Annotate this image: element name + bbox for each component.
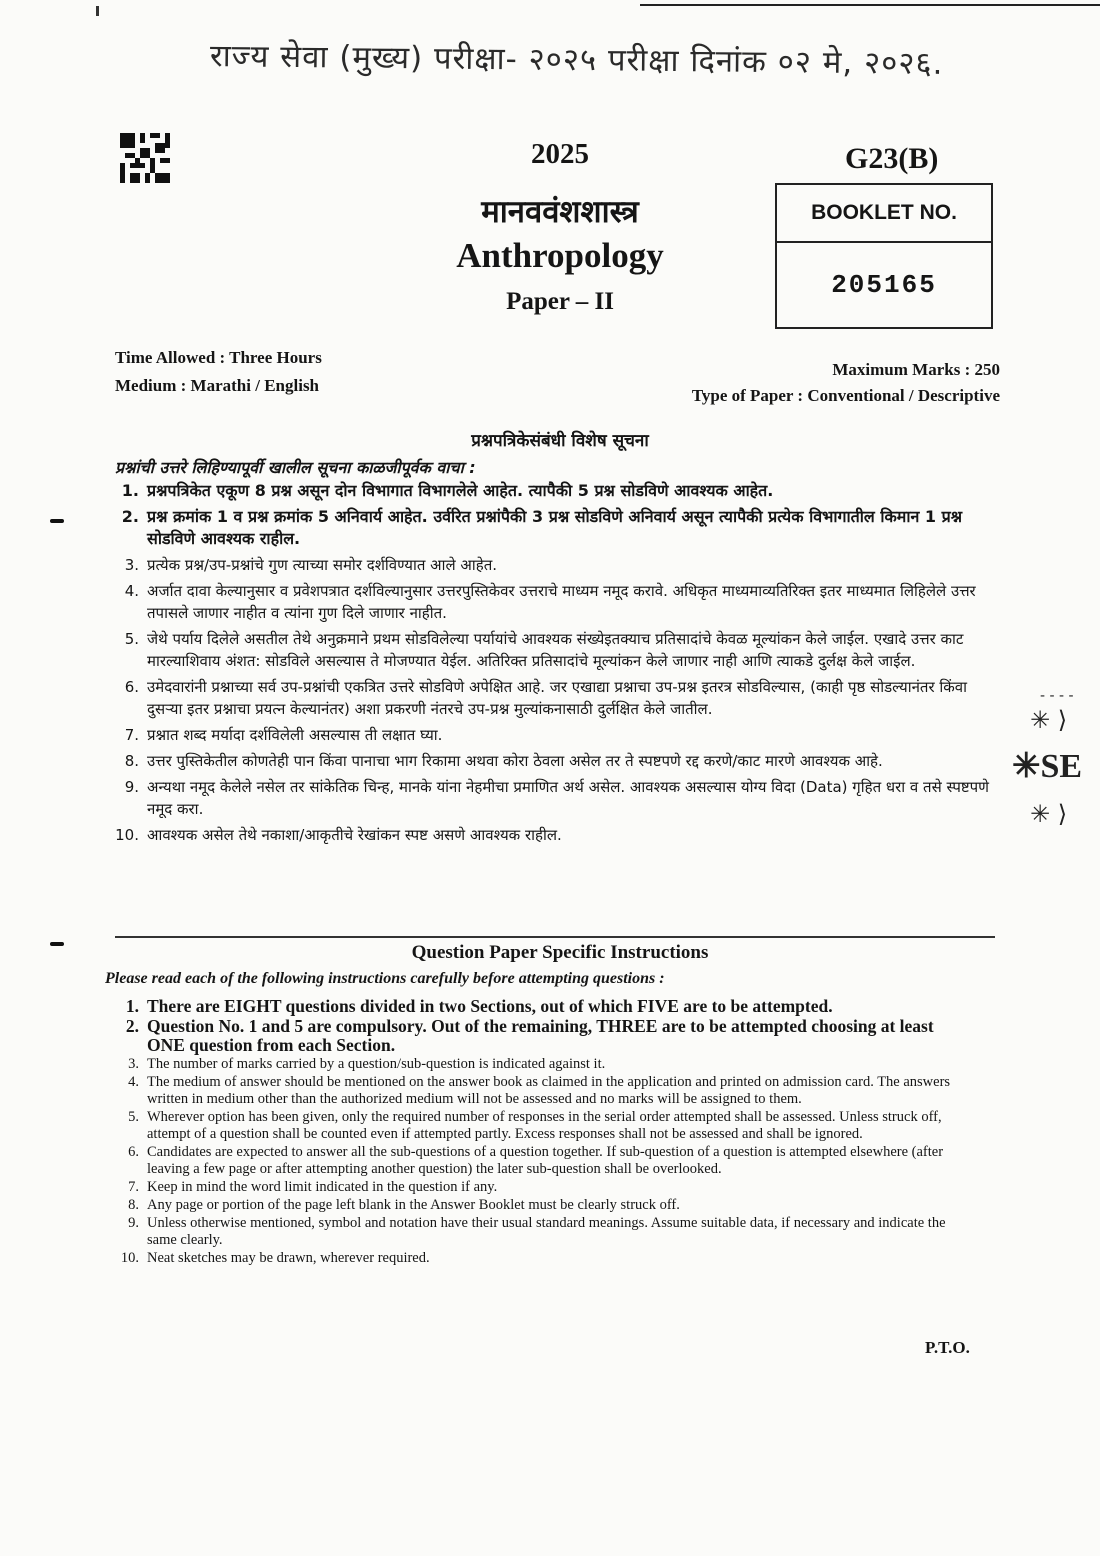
maximum-marks: Maximum Marks : 250 bbox=[832, 360, 1000, 379]
instruction-item bbox=[115, 1017, 970, 1055]
instruction-text: आवश्यक असेल तेथे नकाशा/आकृतीचे रेखांकन स्पष्ट असणे आवश्यक राहील. bbox=[147, 826, 562, 844]
instruction-number: 2. bbox=[125, 1016, 139, 1036]
instruction-number: 3. bbox=[124, 556, 139, 574]
scan-edge-line bbox=[640, 4, 1100, 6]
instruction-text: अर्जात दावा केल्यानुसार व प्रवेशपत्रात दर्शविल्यानुसार उत्तरपुस्तिकेवर उत्तराचे माध्यम नमूद करावे. अधिकृत माध्यमाव्यतिरिक्त इतर माध्यमात लिहिलेले उत्तर तपासले जाणार नाहीत व त्यांना गुण दिले जाणार नाहीत. bbox=[147, 582, 976, 622]
instruction-number: 5. bbox=[124, 630, 139, 648]
instruction-number: 4. bbox=[128, 1074, 139, 1090]
instruction-text: Question No. 1 and 5 are compulsory. Out of the remaining, THREE are to be attempted choosing at least ONE question from each Section. bbox=[147, 1016, 934, 1055]
instruction-item bbox=[115, 1074, 970, 1108]
subject-marathi: मानववंशशास्त्र bbox=[481, 194, 639, 230]
marathi-instructions-intro: प्रश्नांची उत्तरे लिहिण्यापूर्वी खालील सूचना काळजीपूर्वक वाचा : bbox=[115, 458, 476, 477]
instruction-item bbox=[115, 676, 995, 720]
please-turn-over: P.T.O. bbox=[925, 1338, 970, 1357]
instruction-number: 1. bbox=[125, 996, 139, 1016]
booklet-number: 205165 bbox=[831, 270, 937, 300]
margin-fragment-se: ✳SE bbox=[1012, 748, 1083, 785]
paper-number: Paper – II bbox=[506, 288, 614, 315]
marathi-instructions-list bbox=[115, 480, 995, 850]
instruction-item bbox=[115, 1250, 970, 1267]
medium: Medium : Marathi / English bbox=[115, 376, 320, 395]
instruction-text: उमेदवारांनी प्रश्नाच्या सर्व उप-प्रश्नांची एकत्रित उत्तरे सोडविणे अपेक्षित आहे. जर एखाद्या प्रश्नाचा उप-प्रश्न इतरत्र सोडविल्यास, (काही पृष्ठ सोडल्यानंतर किंवा दुसऱ्या इतर प्रश्नाचा प्रयत्न केल्यानंतर) अशा प्रकरणी नंतरचे उप-प्रश्न मुल्यांकनासाठी दुर्लक्षित केले जातील. bbox=[147, 678, 967, 718]
instruction-item bbox=[115, 1144, 970, 1178]
margin-star-icon: ✳ ⟩ bbox=[1030, 800, 1068, 828]
instruction-item bbox=[115, 1109, 970, 1143]
paper-code: G23(B) bbox=[845, 142, 939, 175]
instruction-item bbox=[115, 1056, 970, 1073]
instruction-item bbox=[115, 554, 995, 576]
instruction-number: 6. bbox=[128, 1144, 139, 1160]
instruction-number: 10. bbox=[115, 826, 139, 844]
english-instructions-list bbox=[115, 997, 970, 1268]
instruction-text: The medium of answer should be mentioned on the answer book as claimed in the application and printed on admission card. The answers written in medium other than the authorized medium will not be assessed and no marks will be assigned to them. bbox=[147, 1074, 951, 1107]
section-divider bbox=[115, 936, 995, 938]
scan-mark bbox=[50, 942, 64, 946]
instruction-item bbox=[115, 580, 995, 624]
instruction-number: 9. bbox=[128, 1215, 139, 1231]
instruction-number: 7. bbox=[128, 1179, 139, 1195]
instruction-item bbox=[115, 776, 995, 820]
subject-english: Anthropology bbox=[456, 236, 664, 275]
instruction-text: उत्तर पुस्तिकेतील कोणतेही पान किंवा पानाचा भाग रिकामा अथवा कोरा ठेवला असेल तर ते स्पष्टपणे रद्द करणे/काट मारणे आवश्यक आहे. bbox=[147, 752, 883, 770]
exam-year: 2025 bbox=[531, 138, 589, 170]
instruction-item bbox=[115, 724, 995, 746]
paper-type: Type of Paper : Conventional / Descriptive bbox=[691, 386, 1000, 405]
instruction-text: प्रश्न क्रमांक 1 व प्रश्न क्रमांक 5 अनिवार्य आहेत. उर्वरित प्रश्नांपैकी 3 प्रश्न सोडविणे अनिवार्य असून त्यापैकी प्रत्येक विभागातील किमान 1 प्रश्न सोडविणे आवश्यक राहील. bbox=[147, 507, 963, 548]
booklet-box bbox=[775, 183, 993, 329]
instruction-number: 1. bbox=[121, 481, 139, 500]
instruction-number: 6. bbox=[124, 678, 139, 696]
marathi-instructions-heading: प्रश्नपत्रिकेसंबंधी विशेष सूचना bbox=[471, 431, 649, 451]
instruction-item bbox=[115, 997, 970, 1016]
instruction-text: अन्यथा नमूद केलेले नसेल तर सांकेतिक चिन्ह, मानके यांना नेहमीचा प्रमाणित अर्थ असेल. आवश्यक असल्यास योग्य विदा (Data) गृहित धरा व तसे स्पष्टपणे नमूद करा. bbox=[147, 778, 989, 818]
margin-dashes: - - - - bbox=[1040, 688, 1074, 704]
time-allowed: Time Allowed : Three Hours bbox=[115, 348, 322, 367]
instruction-number: 4. bbox=[124, 582, 139, 600]
instruction-text: Any page or portion of the page left blank in the Answer Booklet must be clearly struck off. bbox=[147, 1197, 680, 1213]
instruction-number: 8. bbox=[124, 752, 139, 770]
instruction-text: Keep in mind the word limit indicated in the question if any. bbox=[147, 1179, 498, 1195]
instruction-text: Wherever option has been given, only the required number of responses in the serial order attempted shall be assessed. Unless struck off, attempt of a question shall be counted even if attempted partly. Excess responses shall not be assessed and shall be ignored. bbox=[147, 1109, 942, 1142]
instruction-number: 9. bbox=[124, 778, 139, 796]
instruction-item bbox=[115, 506, 995, 550]
margin-star-icon: ✳ ⟩ bbox=[1030, 706, 1068, 734]
instruction-item bbox=[115, 628, 995, 672]
instruction-text: Unless otherwise mentioned, symbol and notation have their usual standard meanings. Assume suitable data, if necessary and indicate the same clearly. bbox=[147, 1215, 946, 1248]
instruction-number: 10. bbox=[120, 1250, 139, 1266]
instruction-number: 3. bbox=[128, 1056, 139, 1072]
instruction-text: प्रश्नपत्रिकेत एकूण 8 प्रश्न असून दोन विभागात विभागलेले आहेत. त्यापैकी 5 प्रश्न सोडविणे आवश्यक आहेत. bbox=[147, 481, 774, 500]
scan-mark bbox=[50, 519, 64, 523]
instruction-item bbox=[115, 1197, 970, 1214]
english-instructions-heading: Question Paper Specific Instructions bbox=[411, 942, 709, 963]
instruction-text: प्रश्नात शब्द मर्यादा दर्शविलेली असल्यास ती लक्षात घ्या. bbox=[147, 726, 443, 744]
instruction-text: Candidates are expected to answer all the sub-questions of a question together. If sub-question of a question is attempted elsewhere (after leaving a few page or after attempting another question) the later sub-question shall be overlooked. bbox=[147, 1144, 944, 1177]
instruction-item bbox=[115, 1179, 970, 1196]
instruction-number: 2. bbox=[121, 507, 139, 526]
instruction-number: 7. bbox=[124, 726, 139, 744]
instruction-number: 8. bbox=[128, 1197, 139, 1213]
booklet-label: BOOKLET NO. bbox=[777, 185, 991, 243]
instruction-item bbox=[115, 824, 995, 846]
instruction-item bbox=[115, 750, 995, 772]
instruction-text: जेथे पर्याय दिलेले असतील तेथे अनुक्रमाने प्रथम सोडविलेल्या पर्यायांचे आवश्यक संख्येइतक्याच प्रतिसादांचे केवळ मूल्यांकन केले जाईल. एखादे उत्तर काट मारल्याशिवाय अंशत: सोडविले असल्यास ते मोजण्यात येईल. अतिरिक्त प्रतिसादांचे मूल्यांकन केले जाणार नाही आणि त्याकडे दुर्लक्ष केले जाईल. bbox=[147, 630, 964, 670]
instruction-text: There are EIGHT questions divided in two Sections, out of which FIVE are to be attempted. bbox=[147, 996, 833, 1016]
instruction-text: The number of marks carried by a question/sub-question is indicated against it. bbox=[147, 1056, 606, 1072]
instruction-text: Neat sketches may be drawn, wherever required. bbox=[147, 1250, 430, 1266]
instruction-number: 5. bbox=[128, 1109, 139, 1125]
instruction-item bbox=[115, 1215, 970, 1249]
instruction-item bbox=[115, 480, 995, 502]
scan-mark bbox=[96, 6, 99, 16]
instruction-text: प्रत्येक प्रश्न/उप-प्रश्नांचे गुण त्याच्या समोर दर्शविण्यात आले आहेत. bbox=[147, 556, 498, 574]
handwritten-exam-note: राज्य सेवा (मुख्य) परीक्षा- २०२५ परीक्षा दिनांक ०२ मे, २०२६. bbox=[209, 38, 944, 82]
english-instructions-intro: Please read each of the following instructions carefully before attempting questions : bbox=[105, 970, 665, 987]
